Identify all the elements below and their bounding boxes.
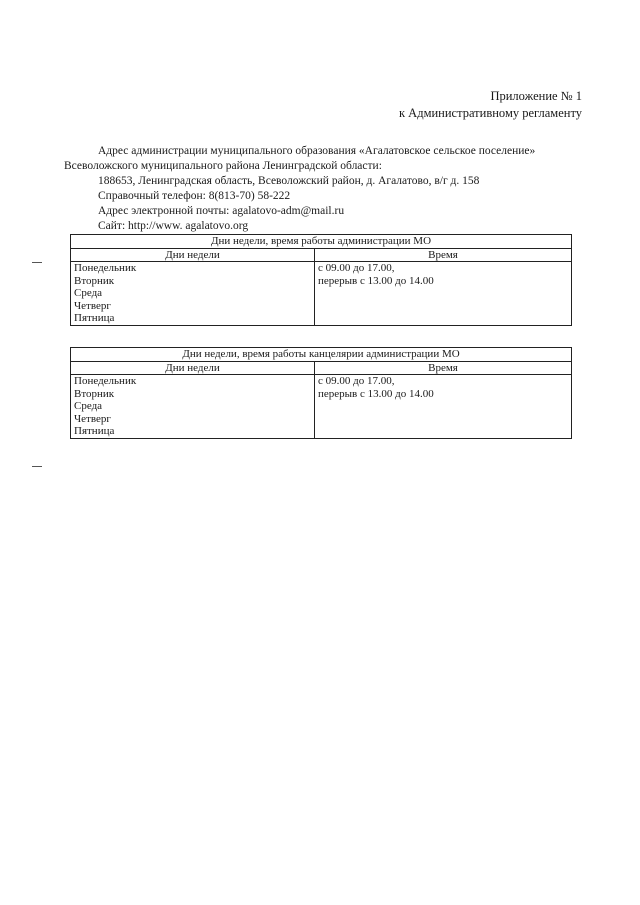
- appendix-heading: [399, 88, 582, 122]
- schedule-table-administration: [70, 234, 572, 326]
- column-header-time: Время: [315, 248, 572, 262]
- days-cell: [71, 375, 315, 439]
- break-hours: перерыв с 13.00 до 14.00: [318, 274, 434, 287]
- day-item: Пятница: [74, 425, 115, 437]
- column-header-days: Дни недели: [71, 248, 315, 262]
- work-hours: с 09.00 до 17.00,: [318, 262, 395, 274]
- time-cell: [315, 375, 572, 439]
- table-caption: Дни недели, время работы администрации МО: [71, 235, 572, 249]
- column-header-time: Время: [315, 361, 572, 375]
- table-caption: Дни недели, время работы канцелярии администрации МО: [71, 348, 572, 362]
- day-item: Понедельник: [74, 262, 137, 274]
- margin-mark: [32, 262, 42, 263]
- day-item: Четверг: [74, 299, 111, 312]
- appendix-number: Приложение № 1: [490, 89, 582, 103]
- work-hours: с 09.00 до 17.00,: [318, 375, 395, 387]
- day-item: Вторник: [74, 274, 115, 287]
- day-item: Понедельник: [74, 375, 137, 387]
- postal-address: 188653, Ленинградская область, Всеволожский район, д. Агалатово, в/г д. 158: [98, 175, 480, 187]
- day-item: Вторник: [74, 387, 115, 400]
- day-item: Среда: [74, 287, 103, 299]
- schedule-table-office: [70, 347, 572, 439]
- address-line-2: Всеволожского муниципального района Ленинградской области:: [64, 160, 382, 172]
- appendix-reference: к Административному регламенту: [398, 106, 582, 120]
- day-item: Пятница: [74, 312, 115, 324]
- address-line-1: Адрес администрации муниципального образования «Агалатовское сельское поселение»: [98, 145, 536, 157]
- email-line: Адрес электронной почты: agalatovo-adm@mail.ru: [98, 205, 345, 217]
- break-hours: перерыв с 13.00 до 14.00: [318, 387, 434, 400]
- site-line: Сайт: http://www. agalatovo.org: [98, 220, 249, 232]
- day-item: Четверг: [74, 412, 111, 425]
- address-block: [64, 144, 584, 234]
- margin-mark: [32, 466, 42, 467]
- days-cell: [71, 262, 315, 326]
- day-item: Среда: [74, 400, 103, 412]
- phone-line: Справочный телефон: 8(813-70) 58-222: [98, 190, 291, 202]
- column-header-days: Дни недели: [71, 361, 315, 375]
- time-cell: [315, 262, 572, 326]
